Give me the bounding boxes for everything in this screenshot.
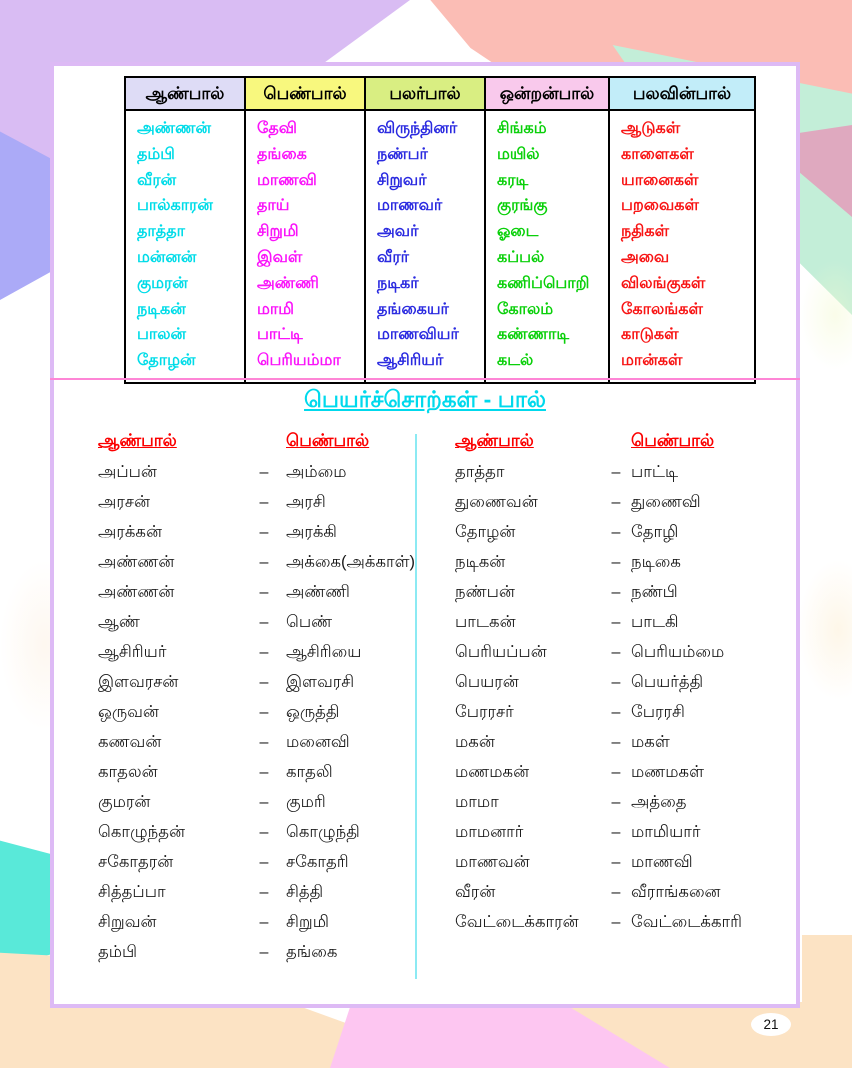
- male-word: அப்பன்: [98, 462, 157, 481]
- female-word: பெரியம்மை: [631, 642, 725, 661]
- pair-row: [455, 698, 775, 728]
- male-word: அரசன்: [98, 492, 150, 511]
- decor-floral-blob: [798, 560, 852, 700]
- pair-row: [455, 668, 775, 698]
- pair-row: [98, 488, 415, 518]
- table-word: காடுகள்: [621, 326, 679, 344]
- table-word: கோலங்கள்: [621, 300, 703, 318]
- dash-separator: –: [259, 464, 269, 481]
- female-word: மனைவி: [286, 732, 350, 751]
- table-word: நண்பர்: [377, 145, 428, 163]
- table-column-words: [366, 111, 484, 382]
- female-word: ஒருத்தி: [286, 702, 340, 721]
- table-column-header: பலவின்பால்: [610, 78, 754, 111]
- female-word: அக்கை(அக்காள்): [286, 552, 416, 571]
- dash-separator: –: [259, 794, 269, 811]
- male-word: தோழன்: [455, 522, 516, 541]
- dash-separator: –: [259, 734, 269, 751]
- table-word: கப்பல்: [497, 248, 545, 266]
- table-word: பறவைகள்: [621, 197, 699, 215]
- male-word: காதலன்: [98, 762, 158, 781]
- male-word: ஆண்: [98, 612, 140, 631]
- table-word: நதிகள்: [621, 223, 670, 241]
- table-word: தாத்தா: [137, 223, 185, 241]
- male-word: மகன்: [455, 732, 495, 751]
- dash-separator: –: [611, 554, 621, 571]
- content-card: [50, 62, 800, 1008]
- dash-separator: –: [611, 914, 621, 931]
- male-word: அண்ணன்: [98, 552, 175, 571]
- table-word: மயில்: [497, 145, 540, 163]
- table-word: ஆசிரியர்: [377, 352, 444, 370]
- female-word: நண்பி: [631, 582, 678, 601]
- dash-separator: –: [611, 464, 621, 481]
- gender-table: [124, 76, 756, 384]
- male-word: இளவரசன்: [98, 672, 179, 691]
- table-word: சிறுமி: [257, 223, 299, 241]
- page-number-badge: 21: [751, 1013, 791, 1036]
- dash-separator: –: [259, 584, 269, 601]
- female-word: சகோதரி: [286, 852, 349, 871]
- table-word: யானைகள்: [621, 171, 699, 189]
- female-word: பாட்டி: [631, 462, 679, 481]
- female-word: சிறுமி: [286, 912, 329, 931]
- dash-separator: –: [259, 614, 269, 631]
- dash-separator: –: [259, 944, 269, 961]
- pair-row: [455, 488, 775, 518]
- pair-list-left-header-row: [98, 426, 415, 458]
- pink-separator-line: [50, 378, 800, 380]
- table-word: கடல்: [497, 352, 534, 370]
- male-column-header: ஆண்பால்: [455, 431, 534, 450]
- table-word: பெரியம்மா: [257, 352, 341, 370]
- female-word: மாணவி: [631, 852, 693, 871]
- table-word: காளைகள்: [621, 145, 694, 163]
- female-word: மகள்: [631, 732, 670, 751]
- table-word: அண்ணன்: [137, 120, 212, 137]
- pair-row: [455, 608, 775, 638]
- male-word: மணமகன்: [455, 762, 530, 781]
- decor-floral-blob: [800, 260, 852, 370]
- male-word: பெயரன்: [455, 672, 519, 691]
- male-word: ஒருவன்: [98, 702, 159, 721]
- female-word: அரசி: [286, 492, 326, 511]
- table-word: சிங்கம்: [497, 120, 547, 137]
- female-word: மணமகள்: [631, 762, 704, 781]
- dash-separator: –: [611, 794, 621, 811]
- dash-separator: –: [611, 644, 621, 661]
- table-word: மாமி: [257, 300, 294, 318]
- table-word: மாணவியர்: [377, 326, 459, 344]
- pair-row: [98, 518, 415, 548]
- table-column: [244, 78, 364, 382]
- female-word: இளவரசி: [286, 672, 355, 691]
- table-word: வீரர்: [377, 248, 409, 266]
- female-word: அத்தை: [631, 792, 687, 811]
- female-word: பாடகி: [631, 612, 679, 631]
- table-column-words: [246, 111, 364, 382]
- table-column-header: பெண்பால்: [246, 78, 364, 111]
- table-column: [364, 78, 484, 382]
- male-word: மாமனார்: [455, 822, 524, 841]
- table-word: தேவி: [257, 120, 297, 137]
- female-word: பெண்: [286, 612, 333, 631]
- dash-separator: –: [611, 524, 621, 541]
- pair-list-right: [415, 426, 775, 968]
- pair-row: [98, 638, 415, 668]
- table-word: அவை: [621, 248, 670, 266]
- pair-row: [98, 788, 415, 818]
- male-word: துணைவன்: [455, 492, 538, 511]
- female-word: துணைவி: [631, 492, 701, 511]
- male-word: ஆசிரியர்: [98, 642, 167, 661]
- section-title: பெயர்ச்சொற்கள் - பால்: [304, 386, 546, 412]
- female-word: அம்மை: [286, 462, 347, 481]
- table-word: தங்கை: [257, 145, 307, 163]
- table-column: [126, 78, 244, 382]
- pair-row: [98, 698, 415, 728]
- table-word: குரங்கு: [497, 197, 548, 215]
- pair-row: [455, 818, 775, 848]
- table-word: தோழன்: [137, 352, 196, 370]
- pair-row: [98, 458, 415, 488]
- male-word: மாமா: [455, 792, 499, 811]
- dash-separator: –: [259, 644, 269, 661]
- dash-separator: –: [611, 614, 621, 631]
- female-word: மாமியார்: [631, 822, 701, 841]
- pair-row: [455, 878, 775, 908]
- pair-row: [455, 758, 775, 788]
- dash-separator: –: [611, 674, 621, 691]
- dash-separator: –: [611, 764, 621, 781]
- male-word: கணவன்: [98, 732, 162, 751]
- pair-row: [98, 578, 415, 608]
- table-word: அண்ணி: [257, 274, 319, 292]
- dash-separator: –: [259, 914, 269, 931]
- pair-row: [98, 878, 415, 908]
- dash-separator: –: [611, 884, 621, 901]
- female-word: காதலி: [286, 762, 333, 781]
- table-word: விருந்தினர்: [377, 120, 458, 137]
- pair-lists: [82, 426, 782, 968]
- dash-separator: –: [611, 704, 621, 721]
- male-word: மாணவன்: [455, 852, 530, 871]
- table-column-header: ஒன்றன்பால்: [486, 78, 608, 111]
- male-word: பாடகன்: [455, 612, 516, 631]
- female-word: பெயர்த்தி: [631, 672, 704, 691]
- table-column-words: [610, 111, 754, 382]
- pair-row: [455, 788, 775, 818]
- table-word: மாணவர்: [377, 197, 443, 215]
- pair-row: [455, 518, 775, 548]
- table-word: பாலன்: [137, 326, 187, 344]
- table-word: தங்கையர்: [377, 300, 449, 318]
- male-word: பேரரசர்: [455, 702, 514, 721]
- dash-separator: –: [259, 674, 269, 691]
- female-word: வேட்டைக்காரி: [631, 912, 742, 931]
- female-word: ஆசிரியை: [286, 642, 362, 661]
- pair-row: [98, 908, 415, 938]
- male-column-header: ஆண்பால்: [98, 431, 177, 450]
- male-word: வீரன்: [455, 882, 496, 901]
- pair-row: [98, 938, 415, 968]
- table-word: பாட்டி: [257, 326, 303, 344]
- male-word: பெரியப்பன்: [455, 642, 547, 661]
- table-word: தாய்: [257, 197, 290, 215]
- table-word: நடிகன்: [137, 300, 186, 318]
- pair-row: [455, 458, 775, 488]
- table-column: [608, 78, 754, 382]
- male-word: குமரன்: [98, 792, 151, 811]
- pair-row: [455, 578, 775, 608]
- table-word: கோலம்: [497, 300, 554, 318]
- pair-rows-left: [98, 458, 415, 968]
- dash-separator: –: [259, 854, 269, 871]
- table-word: கரடி: [497, 171, 529, 189]
- table-word: நடிகர்: [377, 274, 419, 292]
- dash-separator: –: [259, 524, 269, 541]
- female-word: குமரி: [286, 792, 326, 811]
- female-word: அண்ணி: [286, 582, 350, 601]
- male-word: அரக்கன்: [98, 522, 162, 541]
- pair-row: [98, 818, 415, 848]
- female-word: தங்கை: [286, 942, 338, 961]
- table-word: ஆடுகள்: [621, 120, 681, 137]
- dash-separator: –: [611, 584, 621, 601]
- male-word: சிறுவன்: [98, 912, 157, 931]
- table-word: தம்பி: [137, 145, 175, 163]
- table-word: கணிப்பொறி: [497, 274, 590, 292]
- male-word: சித்தப்பா: [98, 882, 166, 901]
- decor-shape-peach-right-margin: [802, 935, 852, 1068]
- dash-separator: –: [259, 764, 269, 781]
- male-word: வேட்டைக்காரன்: [455, 912, 579, 931]
- dash-separator: –: [259, 884, 269, 901]
- female-word: தோழி: [631, 522, 679, 541]
- table-word: அவர்: [377, 223, 419, 241]
- table-word: ஓடை: [497, 223, 539, 241]
- pair-rows-right: [455, 458, 775, 938]
- male-word: அண்ணன்: [98, 582, 175, 601]
- dash-separator: –: [259, 704, 269, 721]
- pair-list-right-header-row: [455, 426, 775, 458]
- male-word: தாத்தா: [455, 462, 505, 481]
- table-word: கண்ணாடி: [497, 326, 570, 344]
- table-word: மன்னன்: [137, 248, 197, 266]
- table-word: பால்காரன்: [137, 197, 213, 215]
- table-column: [484, 78, 608, 382]
- pair-row: [98, 668, 415, 698]
- dash-separator: –: [611, 854, 621, 871]
- female-word: பேரரசி: [631, 702, 685, 721]
- pair-row: [455, 908, 775, 938]
- table-word: மான்கள்: [621, 352, 683, 370]
- dash-separator: –: [611, 734, 621, 751]
- dash-separator: –: [259, 554, 269, 571]
- female-word: நடிகை: [631, 552, 681, 571]
- pair-list-left: [82, 426, 415, 968]
- dash-separator: –: [611, 494, 621, 511]
- pair-row: [455, 728, 775, 758]
- female-word: வீராங்கனை: [631, 882, 721, 901]
- table-word: விலங்குகள்: [621, 274, 706, 292]
- dash-separator: –: [259, 494, 269, 511]
- dash-separator: –: [259, 824, 269, 841]
- female-word: அரக்கி: [286, 522, 337, 541]
- table-column-header: ஆண்பால்: [126, 78, 244, 111]
- table-word: மாணவி: [257, 171, 317, 189]
- dash-separator: –: [611, 824, 621, 841]
- pair-row: [98, 728, 415, 758]
- table-word: சிறுவர்: [377, 171, 427, 189]
- female-word: சித்தி: [286, 882, 324, 901]
- pair-row: [455, 848, 775, 878]
- male-word: நண்பன்: [455, 582, 515, 601]
- male-word: கொழுந்தன்: [98, 822, 185, 841]
- table-word: வீரன்: [137, 171, 177, 189]
- male-word: தம்பி: [98, 942, 138, 961]
- pair-row: [98, 548, 415, 578]
- table-word: இவள்: [257, 248, 303, 266]
- pair-row: [98, 758, 415, 788]
- pair-row: [98, 608, 415, 638]
- table-column-words: [126, 111, 244, 382]
- pair-row: [98, 848, 415, 878]
- male-word: நடிகன்: [455, 552, 506, 571]
- female-column-header: பெண்பால்: [286, 431, 370, 450]
- table-column-header: பலர்பால்: [366, 78, 484, 111]
- table-column-words: [486, 111, 608, 382]
- pair-row: [455, 548, 775, 578]
- table-word: குமரன்: [137, 274, 188, 292]
- male-word: சகோதரன்: [98, 852, 174, 871]
- female-word: கொழுந்தி: [286, 822, 360, 841]
- pair-row: [455, 638, 775, 668]
- female-column-header: பெண்பால்: [631, 431, 715, 450]
